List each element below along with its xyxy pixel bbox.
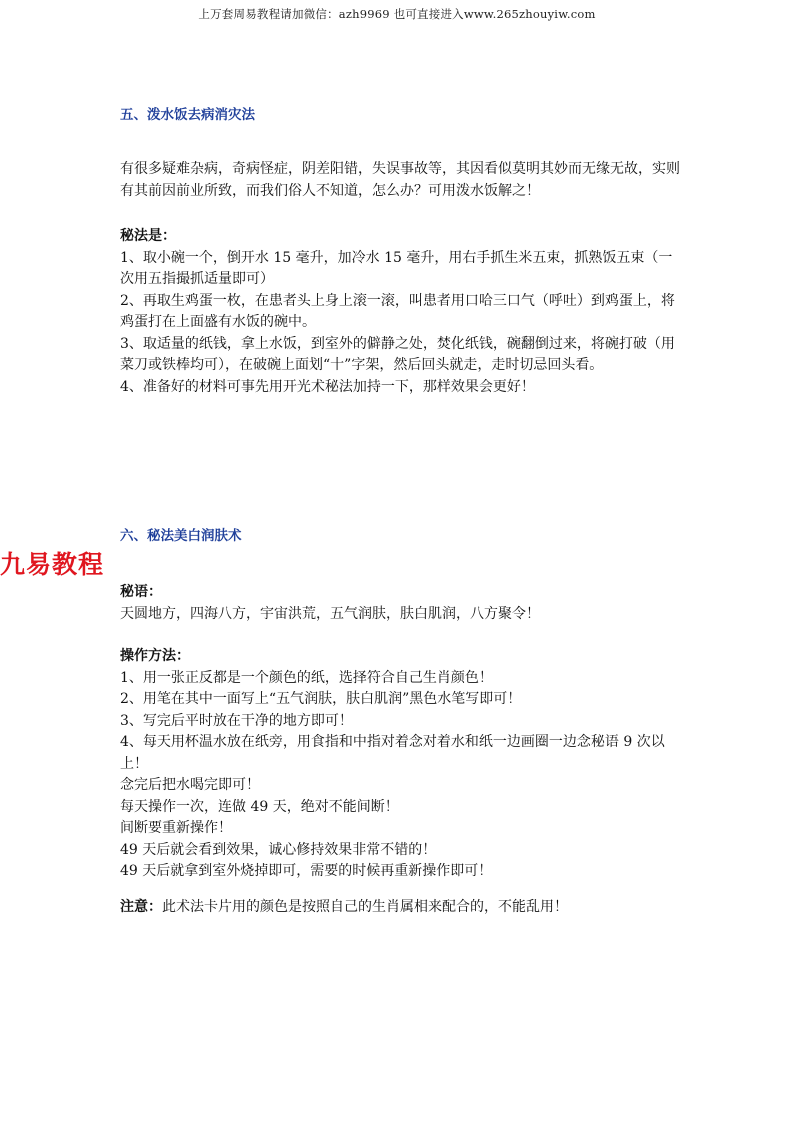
section-6-mantra [120,582,680,625]
note-label: 注意： [120,899,162,915]
section-6 [120,524,680,544]
method-step-7: 间断要重新操作！ [120,820,232,836]
section-5-steps [120,226,680,398]
page-header: 上万套周易教程请加微信：azh9969 也可直接进入www.265zhouyiw.com [198,7,596,21]
section-5 [120,103,680,123]
section-5-step-2: 2、再取生鸡蛋一枚，在患者头上身上滚一滚，叫患者用口哈三口气（呼吐）到鸡蛋上，将鸡蛋打在上面盛有水饭的碗中。 [120,292,675,330]
mantra-label: 秘语： [120,584,162,600]
section-5-intro-text: 有很多疑难杂病，奇病怪症，阴差阳错，失误事故等，其因看似莫明其妙而无缘无故，实则有其前因前业所致，而我们俗人不知道，怎么办？可用泼水饭解之！ [120,161,680,199]
section-5-step-1: 1、取小碗一个，倒开水 15 毫升，加冷水 15 毫升，用右手抓生米五束，抓熟饭五束（一次用五指撮抓适量即可） [120,249,673,287]
section-5-label: 秘法是： [120,228,176,244]
method-step-6: 每天操作一次，连做 49 天，绝对不能间断！ [120,798,399,815]
method-step-8: 49 天后就会看到效果，诚心修持效果非常不错的！ [120,841,437,858]
section-5-step-4: 4、准备好的材料可事先用开光术秘法加持一下，那样效果会更好！ [120,378,535,395]
note-text: 此术法卡片用的颜色是按照自己的生肖属相来配合的，不能乱用！ [162,899,568,915]
method-step-2: 2、用笔在其中一面写上“五气润肤，肤白肌润”黑色水笔写即可！ [120,691,522,707]
section-5-step-3: 3、取适量的纸钱，拿上水饭，到室外的僻静之处，焚化纸钱，碗翻倒过来，将碗打破（用菜刀或铁棒均可），在破碗上面划“十”字架，然后回头就走，走时切忌回头看。 [120,335,675,373]
method-step-9: 49 天后就拿到室外烧掉即可，需要的时候再重新操作即可！ [120,863,493,879]
section-6-title: 六、秘法美白润肤术 [120,528,242,544]
watermark-logo: 九易教程 [0,550,105,579]
method-step-5: 念完后把水喝完即可！ [120,777,260,793]
method-label: 操作方法： [120,648,190,664]
method-step-3: 3、写完后平时放在干净的地方即可！ [120,712,353,729]
method-step-4: 4、每天用杯温水放在纸旁，用食指和中指对着念对着水和纸一边画圈一边念秘语 9 次以上！ [120,734,665,772]
mantra-text: 天圆地方，四海八方，宇宙洪荒，五气润肤，肤白肌润，八方聚令！ [120,605,540,622]
section-5-title: 五、泼水饭去病消灾法 [120,107,255,123]
note-line [120,897,680,919]
section-6-method [120,646,680,883]
section-6-note [120,897,680,919]
method-step-1: 1、用一张正反都是一个颜色的纸，选择符合自己生肖颜色！ [120,669,493,686]
section-5-intro [120,159,680,202]
